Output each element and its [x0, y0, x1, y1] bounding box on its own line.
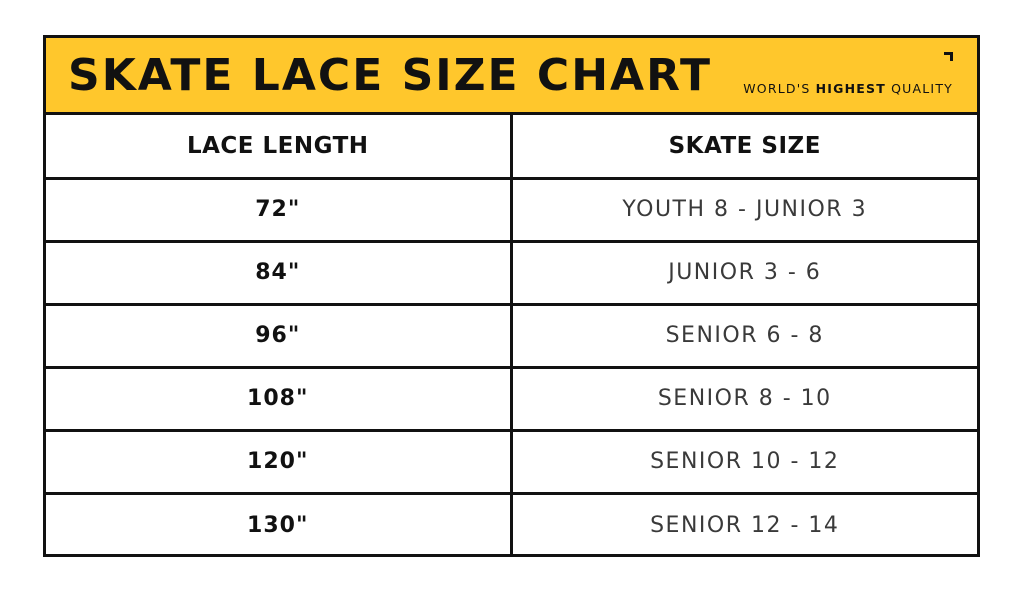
chart-title: SKATE LACE SIZE CHART	[68, 50, 712, 101]
skate-size-cell: YOUTH 8 - JUNIOR 3	[511, 178, 977, 241]
tagline	[743, 81, 953, 96]
lace-length-cell: 84"	[46, 241, 511, 304]
lace-length-cell: 108"	[46, 367, 511, 430]
tagline-prefix: WORLD'S	[743, 81, 816, 96]
table-row	[46, 430, 977, 493]
skate-size-cell: SENIOR 6 - 8	[511, 304, 977, 367]
skate-size-cell: SENIOR 10 - 12	[511, 430, 977, 493]
skate-size-cell: SENIOR 12 - 14	[511, 493, 977, 556]
chart-banner	[46, 38, 977, 115]
lace-length-cell: 72"	[46, 178, 511, 241]
column-header-lace-length: LACE LENGTH	[46, 115, 511, 178]
tagline-suffix: QUALITY	[885, 81, 953, 96]
table-row	[46, 241, 977, 304]
column-header-skate-size: SKATE SIZE	[668, 132, 821, 159]
skate-size-cell: JUNIOR 3 - 6	[511, 241, 977, 304]
table-header-row	[46, 115, 977, 178]
lace-length-cell: 120"	[46, 430, 511, 493]
tagline-emphasis: HIGHEST	[815, 81, 886, 96]
skate-size-cell: SENIOR 8 - 10	[511, 367, 977, 430]
size-chart	[43, 35, 980, 557]
table-row	[46, 367, 977, 430]
lace-size-table	[46, 115, 977, 556]
corner-bracket-icon	[944, 52, 953, 61]
table-row	[46, 178, 977, 241]
lace-length-cell: 130"	[46, 493, 511, 556]
table-row	[46, 493, 977, 556]
lace-length-cell: 96"	[46, 304, 511, 367]
table-row	[46, 304, 977, 367]
